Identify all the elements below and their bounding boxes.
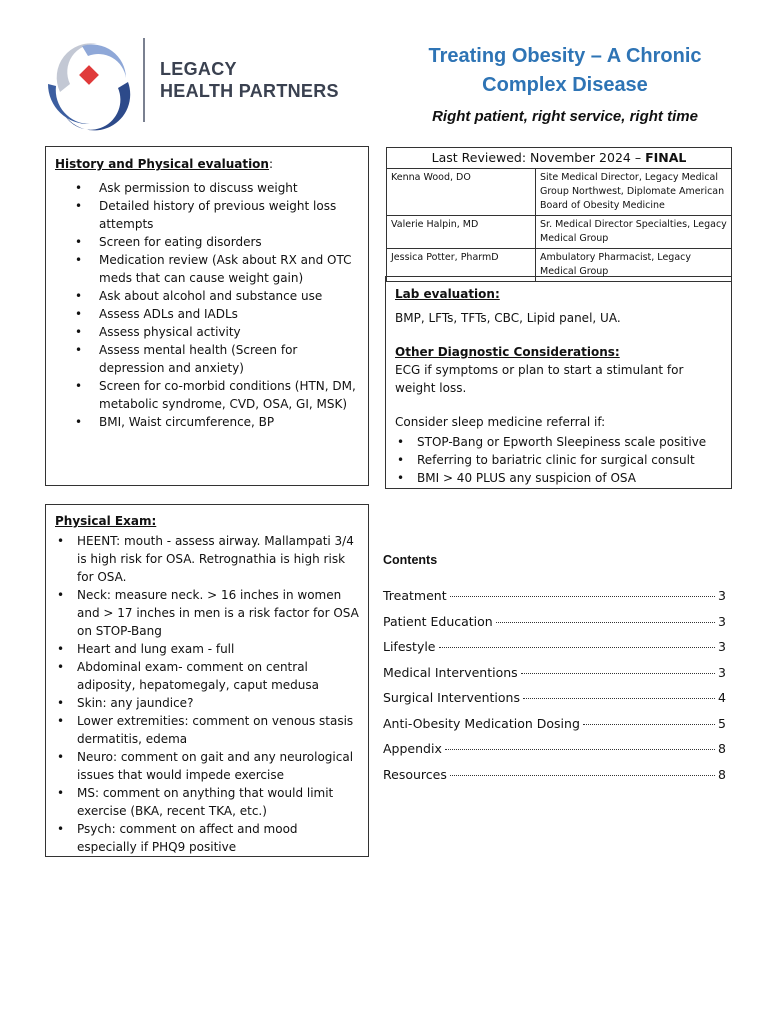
history-heading-text: History and Physical evaluation <box>55 157 269 171</box>
toc-label[interactable]: Patient Education <box>383 613 493 629</box>
reviewer-role: Ambulatory Pharmacist, Legacy Medical Group <box>536 249 732 282</box>
toc-entry[interactable] <box>383 716 726 742</box>
list-item: • Psych: comment on affect and mood especially if PHQ9 positive <box>77 820 359 856</box>
lab-heading: Lab evaluation: <box>395 287 500 301</box>
toc-label[interactable]: Resources <box>383 766 447 782</box>
sleep-intro: Consider sleep medicine referral if: <box>395 415 606 429</box>
toc-label[interactable]: Treatment <box>383 588 447 603</box>
reviewer-name: Jessica Potter, PharmD <box>387 249 536 282</box>
lab-text: BMP, LFTs, TFTs, CBC, Lipid panel, UA. <box>395 311 621 325</box>
toc-page[interactable]: 8 <box>718 766 726 782</box>
list-item: • BMI > 40 PLUS any suspicion of OSA <box>417 469 722 487</box>
toc-leader <box>523 698 715 699</box>
reviewer-role: Sr. Medical Director Specialties, Legacy Medical Group <box>536 216 732 249</box>
toc-page[interactable]: 4 <box>718 690 726 705</box>
toc-entry[interactable] <box>383 588 726 614</box>
logo-wordmark <box>160 58 339 102</box>
logo-line-1: LEGACY <box>160 59 237 79</box>
other-diagnostic-heading: Other Diagnostic Considerations: <box>395 345 620 359</box>
table-row <box>387 169 732 216</box>
toc-label[interactable]: Lifestyle <box>383 639 436 654</box>
sleep-criteria-list <box>395 433 722 487</box>
document-subtitle: Right patient, right service, right time <box>432 108 698 125</box>
logo-line-2: HEALTH PARTNERS <box>160 81 339 101</box>
toc-entry[interactable] <box>383 639 726 665</box>
history-heading-suffix: : <box>268 157 274 171</box>
toc-page[interactable]: 3 <box>718 664 726 680</box>
toc-leader <box>521 673 715 674</box>
review-header <box>387 148 732 169</box>
history-heading <box>55 155 359 173</box>
history-list <box>55 179 359 431</box>
title-line-2: Complex Disease <box>482 74 648 96</box>
toc-leader <box>439 647 716 648</box>
list-item: • Abdominal exam- comment on central adiposity, hepatomegaly, caput medusa <box>77 658 359 694</box>
list-item: • Heart and lung exam - full <box>77 640 359 658</box>
document-title <box>395 42 735 100</box>
toc-page[interactable]: 3 <box>718 613 726 629</box>
toc-label[interactable]: Surgical Interventions <box>383 690 520 705</box>
history-physical-box <box>45 146 369 486</box>
toc-page[interactable]: 8 <box>718 741 726 756</box>
reviewer-name: Valerie Halpin, MD <box>387 216 536 249</box>
title-line-1: Treating Obesity – A Chronic <box>428 45 702 67</box>
exam-heading: Physical Exam: <box>55 514 157 528</box>
toc-page[interactable]: 3 <box>718 639 726 654</box>
review-table <box>386 147 732 282</box>
list-item: • HEENT: mouth - assess airway. Mallampati 3/4 is high risk for OSA. Retrognathia is high risk for OSA. <box>77 532 359 586</box>
list-item: • Skin: any jaundice? <box>77 694 359 712</box>
list-item: • Assess physical activity <box>99 323 359 341</box>
list-item: • Neuro: comment on gait and any neurological issues that would impede exercise <box>77 748 359 784</box>
toc-leader <box>445 749 715 750</box>
list-item: • STOP-Bang or Epworth Sleepiness scale positive <box>417 433 722 451</box>
list-item: • Detailed history of previous weight loss attempts <box>99 197 359 233</box>
reviewer-name: Kenna Wood, DO <box>387 169 536 216</box>
toc-leader <box>583 724 715 725</box>
toc-entry[interactable] <box>383 741 726 767</box>
table-of-contents <box>383 588 726 792</box>
logo-divider <box>143 38 145 122</box>
toc-label[interactable]: Medical Interventions <box>383 664 518 680</box>
lab-evaluation-box <box>385 276 732 489</box>
toc-page[interactable]: 5 <box>718 715 726 731</box>
physical-exam-box <box>45 504 369 857</box>
list-item: • Ask permission to discuss weight <box>99 179 359 197</box>
list-item: • Neck: measure neck. > 16 inches in women and > 17 inches in men is a risk factor for OSA on STOP-Bang <box>77 586 359 640</box>
logo-mark-icon <box>42 34 142 134</box>
toc-label[interactable]: Appendix <box>383 741 442 756</box>
toc-label[interactable]: Anti-Obesity Medication Dosing <box>383 715 580 731</box>
review-status: FINAL <box>645 150 687 165</box>
other-diagnostic-text: ECG if symptoms or plan to start a stimulant for weight loss. <box>395 363 684 395</box>
toc-leader <box>496 622 715 623</box>
toc-leader <box>450 596 715 597</box>
list-item: • Lower extremities: comment on venous stasis dermatitis, edema <box>77 712 359 748</box>
reviewer-role: Site Medical Director, Legacy Medical Group Northwest, Diplomate American Board of Obesity Medicine <box>536 169 732 216</box>
review-label: Last Reviewed: November 2024 – <box>431 150 646 165</box>
table-row <box>387 216 732 249</box>
contents-title: Contents <box>383 553 438 567</box>
list-item: • Screen for co-morbid conditions (HTN, DM, metabolic syndrome, CVD, OSA, GI, MSK) <box>99 377 359 413</box>
review-header-row <box>387 148 732 169</box>
toc-entry[interactable] <box>383 690 726 716</box>
list-item: • Screen for eating disorders <box>99 233 359 251</box>
toc-leader <box>450 775 715 776</box>
list-item: • Assess ADLs and IADLs <box>99 305 359 323</box>
toc-page[interactable]: 3 <box>718 588 726 603</box>
toc-entry[interactable] <box>383 614 726 640</box>
toc-entry[interactable] <box>383 767 726 793</box>
list-item: • BMI, Waist circumference, BP <box>99 413 359 431</box>
list-item: • Ask about alcohol and substance use <box>99 287 359 305</box>
toc-entry[interactable] <box>383 665 726 691</box>
list-item: • MS: comment on anything that would limit exercise (BKA, recent TKA, etc.) <box>77 784 359 820</box>
exam-list <box>55 532 359 856</box>
list-item: • Medication review (Ask about RX and OTC meds that can cause weight gain) <box>99 251 359 287</box>
list-item: • Assess mental health (Screen for depression and anxiety) <box>99 341 359 377</box>
list-item: • Referring to bariatric clinic for surgical consult <box>417 451 722 469</box>
